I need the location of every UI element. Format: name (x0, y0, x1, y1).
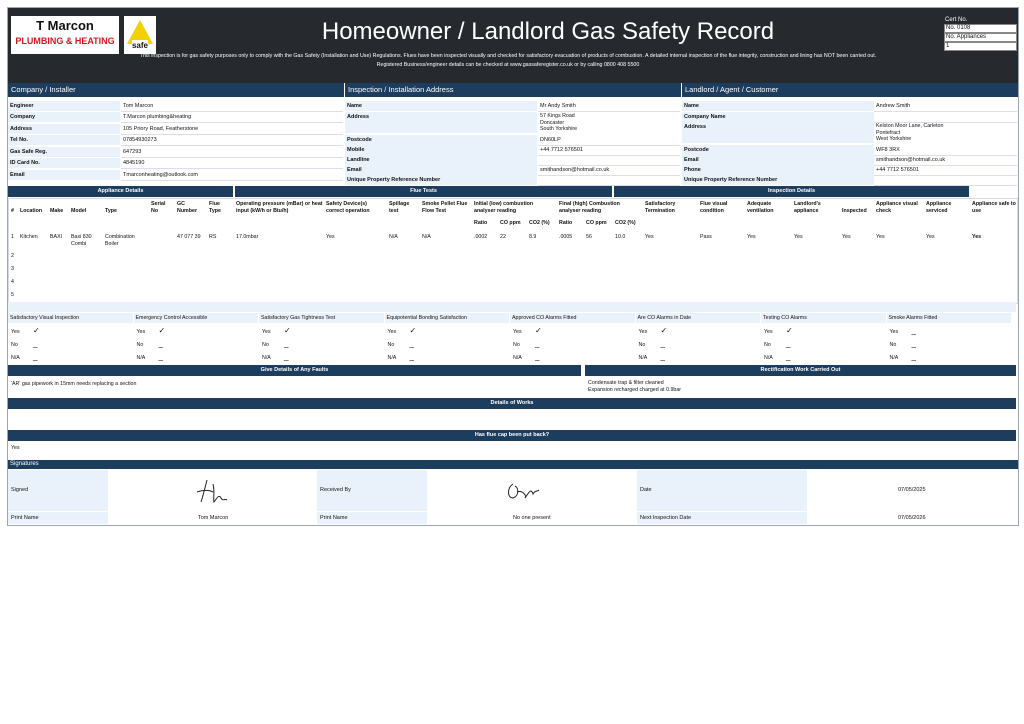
address-value (538, 175, 680, 186)
table-row-number: 5 (11, 292, 14, 298)
check-label: Testing CO Alarms (761, 313, 886, 323)
address-value: 57 Kings Road Doncaster South Yorkshire (540, 113, 578, 132)
check-option-na: N/A (764, 355, 773, 361)
works-header: Details of Works (8, 398, 1016, 409)
print-name-label: Print Name (11, 515, 39, 521)
sub-col-header: CO ppm (586, 220, 607, 226)
gas-safe-logo (124, 16, 156, 54)
next-inspection-label: Next Inspection Date (640, 515, 692, 521)
address-value: Mr Andy Smith (538, 101, 680, 112)
check-option-yes: Yes (764, 329, 773, 335)
check-mark[interactable]: _ (660, 339, 665, 348)
check-mark[interactable]: _ (535, 352, 540, 361)
check-mark[interactable]: ✓ (409, 326, 417, 335)
check-option-yes: Yes (638, 329, 648, 335)
landlord-label: Address (682, 122, 874, 143)
next-inspection-value: 07/05/2026 (898, 515, 926, 521)
check-option-no: No (764, 342, 771, 348)
check-mark[interactable]: _ (409, 352, 414, 361)
col-header: Spillage test (389, 201, 410, 214)
intro-text: This inspection is for gas safety purposes only to comply with the Gas Safety (Installation and Use) Regulations. Flues have been inspected visually and checked for satisfactory evacuation of products of combustion. A detailed internal inspection of the flue integrity, construction and lining has NOT been carried out. Registered Business/engineer details can be checked at www.gassaferegister.co.uk or by calling 0800 408 5500 (139, 53, 877, 68)
address-value: +44 7712 576501 (538, 145, 680, 156)
check-mark[interactable]: _ (786, 352, 791, 361)
col-header: Location (20, 208, 43, 214)
installer-label: Company (8, 112, 120, 122)
check-mark[interactable]: _ (33, 339, 38, 348)
check-option-no: No (889, 342, 897, 348)
landlord-value (874, 112, 1017, 123)
check-mark[interactable]: ✓ (786, 326, 793, 335)
installer-label: ID Card No. (8, 158, 120, 168)
engineer-signature (193, 476, 238, 506)
faults-text: 'AR' gas pipework in 15mm needs replacing a section (11, 381, 137, 387)
check-mark[interactable]: ✓ (535, 326, 542, 335)
landlord-value: Kelston Moor Lane, Carleton Pontefract West Yorkshire (876, 123, 944, 142)
address-label: Address (345, 112, 537, 133)
col-header: Adequate ventilation (747, 201, 774, 214)
installer-value: Tmarconheating@outlook.com (121, 170, 343, 181)
table-row-number: 3 (11, 266, 14, 272)
engineer-print-name: Tom Marcon (198, 515, 229, 521)
rectification-header: Rectification Work Carried Out (585, 365, 1016, 376)
company-logo (11, 16, 119, 54)
cert-box (944, 16, 1017, 51)
inspection-details-header: Inspection Details (614, 186, 969, 197)
check-label: Approved CO Alarms Fitted (510, 313, 635, 323)
receiver-signature (503, 478, 548, 503)
table-row-number: 2 (11, 253, 14, 259)
flue-cap-value: Yes (11, 445, 20, 451)
installer-label: Gas Safe Reg. (8, 147, 120, 157)
col-header: Smoke Pellet Flue Flow Test (422, 201, 468, 214)
col-header: Safety Device(s) correct operation (326, 201, 370, 214)
section-landlord: Landlord / Agent / Customer (682, 83, 1018, 97)
address-value: smithandson@hotmail.co.uk (538, 165, 680, 176)
col-header: Operating pressure (mBar) or heat input (kW/h or Btu/h) (236, 201, 323, 214)
flue-tests-header: Flue Tests (235, 186, 612, 197)
check-option-no: No (136, 342, 144, 348)
address-label: Mobile (345, 145, 537, 155)
installer-value: T.Marcon plumbing&heating (121, 112, 343, 123)
col-header: Final (high) Combustion analyser reading (559, 201, 620, 214)
landlord-label: Name (682, 101, 874, 111)
installer-value: 07854930273 (121, 135, 343, 146)
sub-col-header: CO2 (%) (529, 220, 550, 226)
check-mark[interactable]: _ (660, 352, 665, 361)
appliances-label: No. Appliances (944, 33, 1017, 42)
header-banner (8, 8, 1018, 83)
check-option-no: No (11, 342, 18, 348)
landlord-value (874, 175, 1017, 186)
col-header: Type (105, 208, 117, 214)
col-header: GC Number (177, 201, 198, 214)
check-option-yes: Yes (387, 329, 397, 335)
check-option-na: N/A (638, 355, 648, 361)
address-value: DN60LP (538, 135, 680, 146)
check-option-no: No (638, 342, 646, 348)
check-option-na: N/A (889, 355, 899, 361)
col-header: Serial No (151, 201, 166, 214)
check-label: Satisfactory Gas Tightness Test (259, 313, 384, 323)
installer-value: Tom Marcon (121, 101, 343, 112)
check-mark[interactable]: ✓ (33, 326, 40, 335)
installer-value: 105 Priory Road, Featherstone (121, 124, 343, 135)
col-header: Landlord's appliance (794, 201, 821, 214)
landlord-label: Postcode (682, 145, 874, 155)
check-label: Smoke Alarms Fitted (887, 313, 1012, 323)
check-label: Are CO Alarms in Date (636, 313, 761, 323)
col-header: Appliance serviced (926, 201, 952, 214)
svg-text:safe: safe (131, 41, 149, 50)
col-header: Satisfactory Termination (645, 201, 676, 214)
gas-safety-record: T Marcon PLUMBING & HEATING safe Homeowner / Landlord Gas Safety Record This inspection is for gas safety purposes only to comply with the Gas Safety (Installation and Use) Regulations. Flues have been inspected visually and checked for satisfactory evacuation of products of combustion. A detailed internal inspection of the flue integrity, construction and lining has NOT been carried out. Registered Business/engineer details can be checked at www.gassaferegister.co.uk or by calling 0800 408 5500 Cert No. No. 0108 No. Appliances 1 Company / Installer Inspection / Installation Address Landlord / Agent / Customer Engineer Tom Marcon Company T.Marcon plumbing&heating Address 105 Priory Road, Featherstone Tel No. 07854930273 Gas Safe Reg. 647293 ID Card No. 4845190 Email Tmarconheating@outlook.com Name Mr Andy Smith Address 57 Kings Road Doncaster South Yorkshire Postcode DN60LP Mobile +44 7712 576501 Landline Email smithandson@hotmail.co.uk Unique Property Reference Number Name Andrew Smith Company Name Address Kelston Moor Lane, Carleton Pontefract West Yorkshire Postcode WF8 3RX Email smithandson@hotmail.co.uk Phone +44 7712 576501 Unique Property Reference Number Appliance Details Flue Tests Inspection Details # Location Make Model Type Serial No GC Number Flue Type Operating pressure (mBar) or heat input (kW/h or Btu/h) Safety Device(s) correct operation Spillage test Smoke Pellet Flue Flow Test Initial (low) combustion analyser reading Final (high) Combustion analyser reading Satisfactory Termination Flue visual condition Adequate ventilation Landlord's appliance Inspected Appliance visual check Appliance serviced Appliance safe to use Ratio CO ppm CO2 (%) Ratio CO ppm CO2 (%) 1 Kitchen BAXI Baxi 830 Combi Combination Boiler 47 077 39 RS 17.0mbar Yes N/A N/A .0002 22 8.9 .0005 56 10.0 Yes Pass Yes Yes Yes Yes Yes Yes 2 3 4 5 Satisfactory Visual Inspection Yes ✓ No _ N/A _ Emergency Control Accessible Yes ✓ No _ N/A _ Satisfactory Gas Tightness Test Yes ✓ No _ N/A _ Equipotential Bonding Satisfaction Yes ✓ No _ N/A _ Approved CO Alarms Fitted Yes ✓ No _ N/A _ Are CO Alarms in Date Yes ✓ No _ N/A _ Testing CO Alarms Yes ✓ No _ N/A _ Smoke Alarms Fitted Yes _ No _ N/A _ Give Details of Any Faults Rectification Work Carried Out 'AR' gas pipework in 15mm needs replacing a section Condensate trap & filter cleaned Expansion recharged charged at 0.9bar Details of Works Has flue cap been put back? Yes Signatures Signed Received By Date 07/05/2025 Print Name Tom Marcon Print Name No one present Next Inspection Date 07/05/2026 (7, 7, 1019, 526)
check-option-na: N/A (262, 355, 271, 361)
check-label: Equipotential Bonding Satisfaction (385, 313, 510, 323)
company-name: T Marcon (36, 18, 94, 33)
check-mark[interactable]: _ (33, 352, 38, 361)
check-option-yes: Yes (262, 329, 271, 335)
check-option-na: N/A (387, 355, 397, 361)
check-label: Satisfactory Visual Inspection (8, 313, 133, 323)
address-label: Email (345, 165, 537, 175)
check-mark[interactable]: ✓ (660, 326, 668, 335)
check-option-na: N/A (11, 355, 20, 361)
col-header: Flue Type (209, 201, 221, 214)
signed-label: Signed (11, 487, 29, 493)
date-cell (637, 470, 807, 511)
check-option-yes: Yes (11, 329, 20, 335)
sub-col-header: Ratio (559, 220, 573, 226)
landlord-label: Phone (682, 165, 874, 175)
col-header: Model (71, 208, 87, 214)
check-mark[interactable]: _ (911, 339, 916, 348)
received-label: Received By (320, 487, 351, 493)
check-mark[interactable]: _ (786, 339, 791, 348)
check-mark[interactable]: _ (158, 352, 163, 361)
installer-label: Tel No. (8, 135, 120, 145)
appliances-value: 1 (944, 42, 1017, 51)
date-label: Date (640, 487, 652, 493)
col-header: Make (50, 208, 64, 214)
col-header: Flue visual condition (700, 201, 728, 214)
landlord-label: Email (682, 155, 874, 165)
installer-value: 4845190 (121, 158, 343, 169)
appliance-details-header: Appliance Details (8, 186, 233, 197)
check-mark[interactable]: _ (284, 339, 289, 348)
page-title: Homeowner / Landlord Gas Safety Record (321, 18, 775, 45)
landlord-value: WF8 3RX (874, 145, 1017, 156)
check-mark[interactable]: _ (535, 339, 540, 348)
col-header: # (11, 208, 14, 214)
faults-header: Give Details of Any Faults (8, 365, 581, 376)
section-address: Inspection / Installation Address (345, 83, 681, 97)
col-header: Appliance safe to use (972, 201, 1016, 214)
check-option-no: No (262, 342, 269, 348)
col-header: Inspected (842, 208, 867, 214)
check-mark[interactable]: _ (284, 352, 289, 361)
installer-value: 647293 (121, 147, 343, 158)
date-value: 07/05/2025 (898, 487, 926, 493)
landlord-label: Company Name (682, 112, 874, 122)
check-option-no: No (387, 342, 395, 348)
sub-col-header: CO2 (%) (615, 220, 636, 226)
check-option-yes: Yes (889, 329, 899, 335)
landlord-value: Andrew Smith (874, 101, 1017, 112)
address-label: Landline (345, 155, 537, 165)
cert-no-label: Cert No. (945, 17, 968, 23)
landlord-value: smithandson@hotmail.co.uk (874, 155, 1017, 166)
installer-label: Engineer (8, 101, 120, 111)
check-mark[interactable]: _ (911, 326, 916, 335)
check-mark[interactable]: _ (911, 352, 916, 361)
signatures-header: Signatures (8, 460, 1018, 469)
sub-col-header: CO ppm (500, 220, 521, 226)
check-mark[interactable]: _ (158, 339, 163, 348)
section-installer: Company / Installer (8, 83, 344, 97)
check-mark[interactable]: ✓ (284, 326, 291, 335)
check-option-na: N/A (513, 355, 522, 361)
check-option-na: N/A (136, 355, 146, 361)
installer-label: Address (8, 124, 120, 134)
landlord-label: Unique Property Reference Number (682, 175, 874, 185)
check-option-yes: Yes (513, 329, 522, 335)
flue-cap-header: Has flue cap been put back? (8, 430, 1016, 441)
check-label: Emergency Control Accessible (134, 313, 259, 323)
check-mark[interactable]: ✓ (158, 326, 166, 335)
check-mark[interactable]: _ (409, 339, 414, 348)
receiver-print-name: No one present (513, 515, 551, 521)
address-label: Postcode (345, 135, 537, 145)
company-tagline: PLUMBING & HEATING (15, 36, 115, 46)
landlord-value: +44 7712 576501 (874, 165, 1017, 176)
col-header: Initial (low) combustion analyser reading (474, 201, 534, 214)
installer-label: Email (8, 170, 120, 180)
sub-col-header: Ratio (474, 220, 488, 226)
address-label: Name (345, 101, 537, 111)
col-header: Appliance visual check (876, 201, 918, 214)
cert-no-value: No. 0108 (944, 24, 1017, 33)
table-row-number: 4 (11, 279, 14, 285)
check-option-no: No (513, 342, 520, 348)
rectification-text: Condensate trap & filter cleaned Expansion recharged charged at 0.9bar (588, 380, 682, 393)
address-label: Unique Property Reference Number (345, 175, 537, 185)
receiver-print-label: Print Name (320, 515, 348, 521)
checks-band (8, 302, 1016, 312)
check-option-yes: Yes (136, 329, 146, 335)
